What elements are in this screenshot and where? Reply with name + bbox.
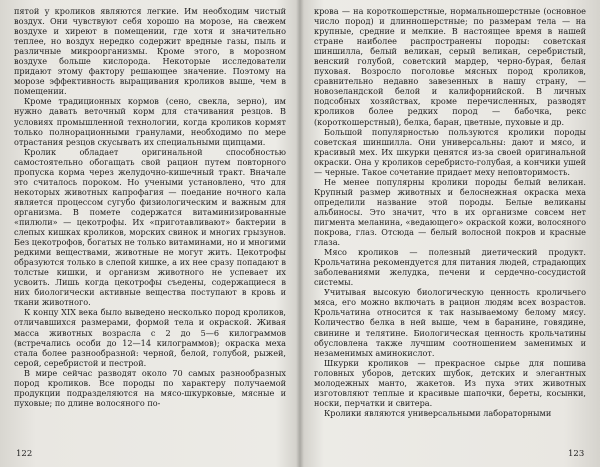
right-page [314, 6, 586, 418]
page-number-left: 122 [16, 449, 33, 459]
paragraph: Шкурки кроликов — прекрасное сырье для пошива головных уборов, детских шубок, детских и элегантных молодежных манто, жакетов. Из пуха этих животных изготовляют теплые и красивые шапочки, береты, косынки, носки, перчатки и свитера. [314, 357, 586, 408]
paragraph: В мире сейчас разводят около 70 самых разнообразных пород кроликов. Все породы по характеру получаемой продукции подразделяются на мясо-шкурковые, мясные и пуховые; по длине волосяного по- [14, 367, 286, 408]
paragraph: К концу XIX века было выведено несколько пород кроликов, отличавшихся размерами, формой тела и окраской. Живая масса животных возрасла с 2 до 5—6 килограммов (встречались особи до 12—14 килограммов); окраска меха стала более разнообразной: черной, белой, голубой, рыжей, серой, серебристой и пестрой. [14, 307, 286, 368]
paragraph: Большой популярностью пользуются кролики породы советская шиншилла. Они универсальны: дают и мясо, и красивый мех. Их шкурки ценятся из-за своей оригинальной окраски. Она у кроликов серебристо-голубая, а кончики ушей — черные. Такое сочетание придает меху неповторимость. [314, 126, 586, 177]
paragraph: Учитывая высокую биологическую ценность кроличьего мяса, его можно включать в рацион людям всех возрастов. Крольчатина относится к так называемому белому мясу. Количество белка в ней выше, чем в баранине, говядине, свинине и телятине. Биологическая ценность крольчатины обусловлена также лучшим соотношением заменимых и незаменимых аминокислот. [314, 287, 586, 358]
book-gutter [296, 0, 304, 467]
paragraph: крова — на короткошерстные, нормальношерстные (основное число пород) и длинношерстные; по размерам тела — на крупные, средние и мелкие. В настоящее время в нашей стране наиболее распространены породы: советская шиншилла, белый великан, серый великан, серебристый, венский голубой, советский мардер, черно-бурая, белая пуховая. Возросло поголовье мясных пород кроликов, сравнительно недавно завезенных в нашу страну, — новозеландской белой и калифорнийской. В личных подсобных хозяйствах, кроме перечисленных, разводят кроликов более редких пород — бабочка, рекс (короткошерстный), белка, баран, цветные, пуховые и др. [314, 6, 586, 127]
paragraph: Кролики являются универсальными лабораторными [324, 407, 552, 418]
paragraph: Кроме традиционных кормов (сено, свекла, зерно), им нужно давать веточный корм для стачивания резцов. В условиях промышленной технологии, когда кроликов кормят только полнорационными гранулами, необходимо по мере отрастания резцов скусывать их специальными щипцами. [14, 96, 286, 147]
left-page [14, 6, 286, 408]
page-number-right: 123 [568, 449, 585, 459]
paragraph: Кролик обладает оригинальной способностью самостоятельно обогащать свой рацион путем повторного пропуска корма через желудочно-кишечный тракт. Вначале это считалось пороком. Но учеными установлено, что для некоторых животных капрофагия — поедание ночного кала является процессом сугубо физиологическим и важным для организма. В помете содержатся витаминизированные «пилюли» — цекотрофы. Их «приготавливают» бактерии в слепых кишках кроликов, морских свинок и многих грызунов. Без цекотрофов, богатых не только витаминами, но и многими редкими веществами, животные не могут жить. Цекотрофы образуются только в слепой кишке, а их нее сразу попадают в толстые кишки, и организм животного не успевает их усвоить. Лишь когда цекотрофы съедены, содержащиеся в них биологически активные вещества поступают в кровь и ткани животного. [14, 146, 286, 308]
paragraph: Не менее популярны кролики породы белый великан. Крупный размер животных и белоснежная окраска меха определили название этой породы. Белые великаны альбиносы. Это значит, что в их организме совсем нет пигмента меланина, «ведающего» окраской кожи, волосяного покрова, глаз. Отсюда — белый волосной покров и красные глаза. [314, 176, 586, 248]
paragraph: пятой у кроликов являются легкие. Им необходим чистый воздух. Они чувствуют себя хорошо на морозе, на свежем воздухе и хиреют в помещении, где хотя и значительно теплее, но воздух нередко содержит вредные газы, пыль и различные микроорганизмы. Кроме этого, в морозном воздухе больше кислорода. Некоторые исследователи придают этому фактору решающее значение. Поэтому на морозе эффективность выращивания кроликов выше, чем в помещении. [14, 6, 286, 97]
paragraph: Мясо кроликов — полезный диетический продукт. Крольчатина рекомендуется для питания людей, страдающих заболеваниями желудка, печени и сердечно-сосудистой системы. [314, 247, 586, 288]
